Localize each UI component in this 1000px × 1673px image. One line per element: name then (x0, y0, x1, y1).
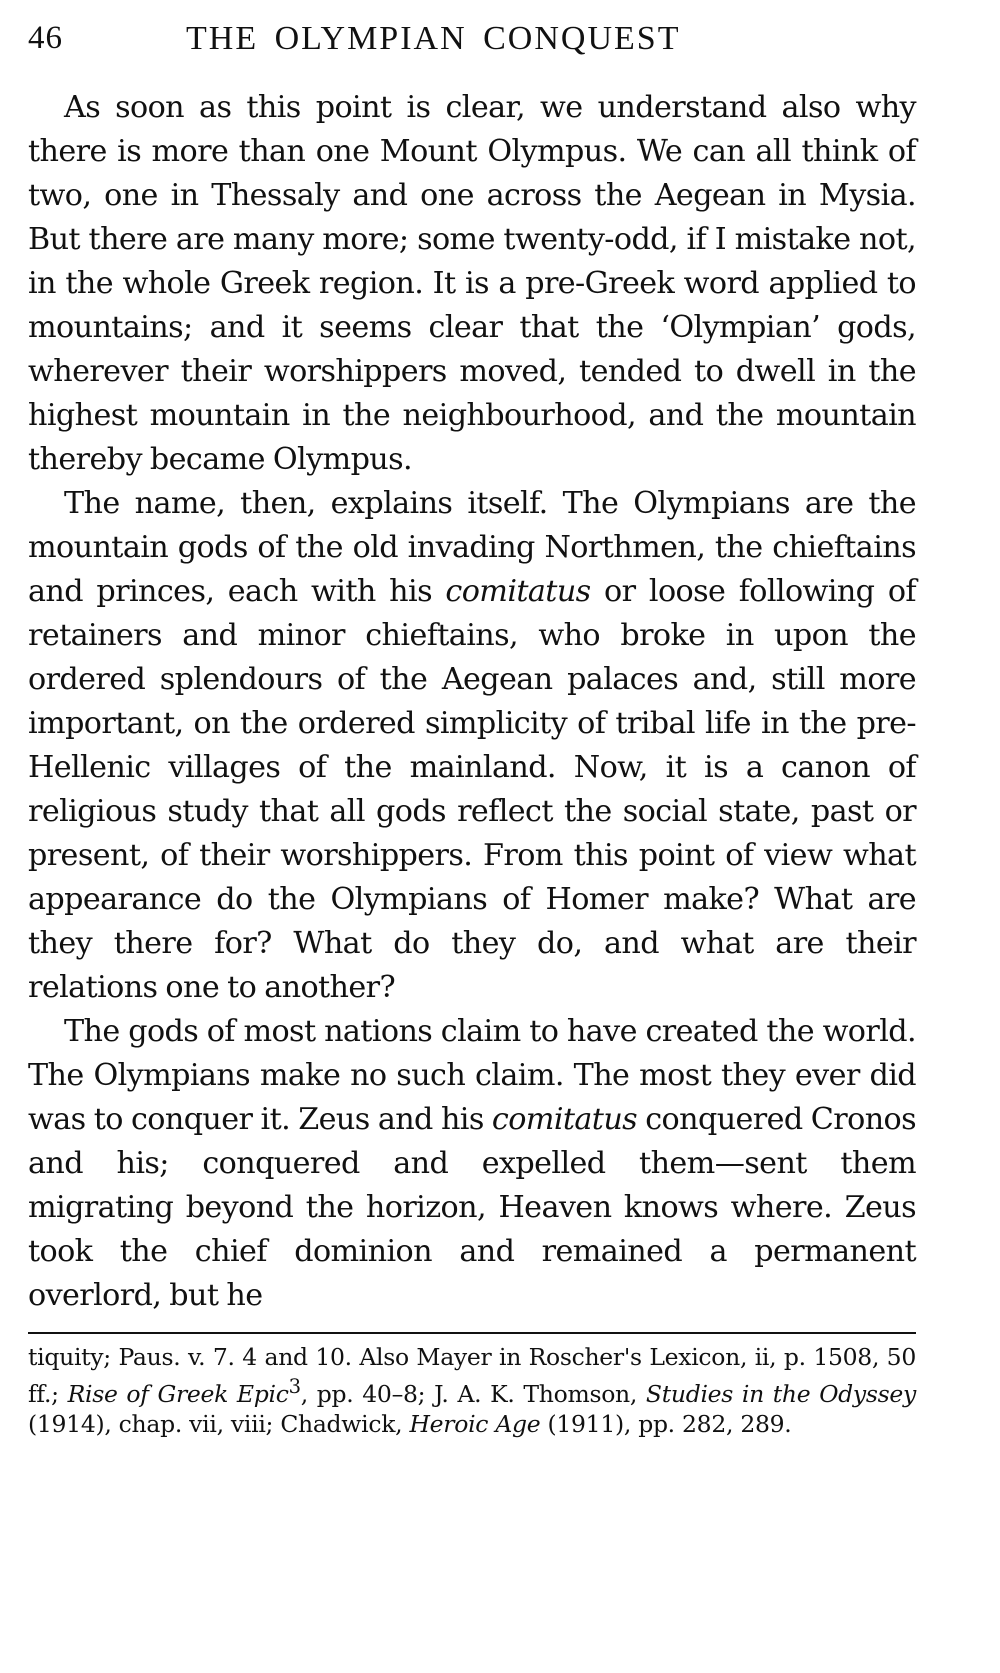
footnote-title: Heroic Age (409, 1409, 541, 1438)
book-page (28, 14, 916, 1439)
footnote-text: (1914), chap. vii, viii; Chadwick, (28, 1409, 410, 1438)
paragraph-text: conquered Cronos and his; conquered and expelled them—sent them migrating beyond the horizon, Heaven knows where. Zeus took the chief dominion and remained a permanent overlord, but he (28, 1102, 917, 1313)
edition-superscript: 3 (288, 1375, 301, 1398)
running-head (28, 14, 916, 68)
footnote-title: Rise of Greek Epic (67, 1379, 289, 1408)
footnote-text: (1911), pp. 282, 289. (540, 1409, 792, 1438)
italic-term: comitatus (445, 574, 591, 609)
paragraph-text: or loose following of retainers and minor chieftains, who broke in upon the ordered splendours of the Aegean palaces and, still more important, on the ordered simplicity of tribal life in the pre-Hellenic villages of the mainland. Now, it is a canon of religious study that all gods reflect the social state, past or present, of their worshippers. From this point of view what appearance do the Olympians of Homer make? What are they there for? What do they do, and what are their relations one to another? (28, 574, 916, 1005)
body-text (28, 86, 916, 1318)
paragraph-3 (28, 1010, 916, 1318)
paragraph-text: The gods of most nations claim to have created the world. The Olympians make no such claim. The most they ever did was to conquer it. Zeus and his (28, 1014, 916, 1137)
running-title: THE OLYMPIAN CONQUEST (186, 20, 681, 57)
paragraph-1 (28, 86, 916, 482)
footnote (28, 1342, 916, 1439)
footnote-title: Studies in the Odyssey (645, 1379, 916, 1408)
paragraph-2 (28, 482, 916, 1010)
footnote-rule (28, 1332, 916, 1334)
paragraph-text: The name, then, explains itself. The Olympians are the mountain gods of the old invading Northmen, the chieftains and princes, each with his (28, 486, 916, 609)
footnote-text: , pp. 40–8; J. A. K. Thomson, (300, 1379, 646, 1408)
paragraph-text: As soon as this point is clear, we understand also why there is more than one Mount Olympus. We can all think of two, one in Thessaly and one across the Aegean in Mysia. But there are many more; some twenty-odd, if I mistake not, in the whole Greek region. It is a pre-Greek word applied to mountains; and it seems clear that the ‘Olympian’ gods, wherever their worshippers moved, tended to dwell in the highest mountain in the neighbourhood, and the mountain thereby became Olympus. (28, 90, 916, 477)
footnote-text: tiquity; Paus. v. 7. 4 and 10. Also Mayer in Roscher's Lexicon, ii, p. 1508, 50 ff.; (28, 1343, 916, 1408)
italic-term: comitatus (491, 1102, 638, 1137)
page-number: 46 (28, 20, 63, 56)
